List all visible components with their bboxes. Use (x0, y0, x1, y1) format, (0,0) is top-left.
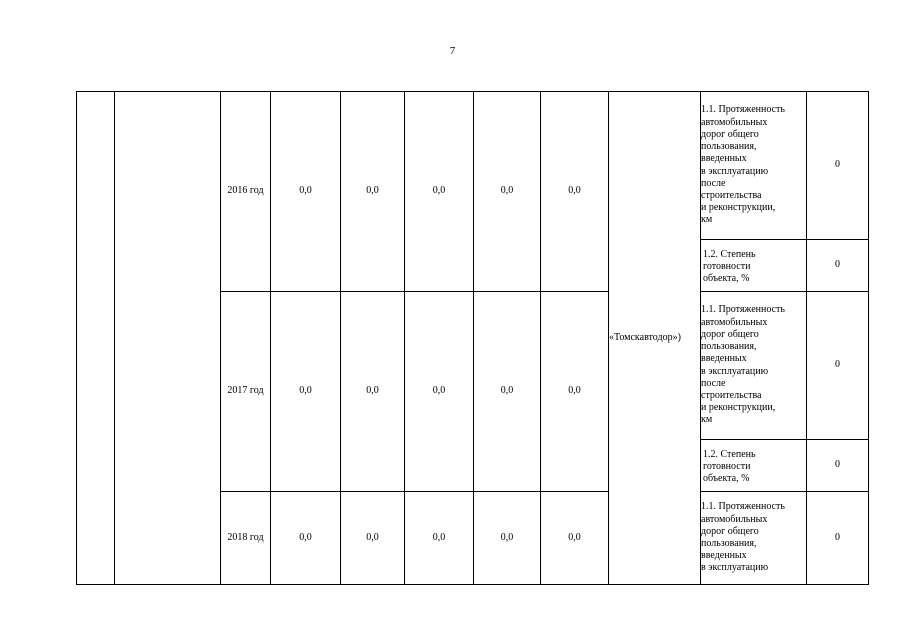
page-number: 7 (449, 45, 456, 57)
indicator-value-cell: 0 (807, 440, 869, 492)
year-cell-2016: 2016 год (221, 92, 271, 292)
value-cell: 0,0 (474, 492, 541, 585)
number-cell (77, 92, 115, 585)
value-cell: 0,0 (405, 92, 474, 292)
indicator-line: в эксплуатацию (701, 165, 769, 177)
indicator-name-cell (701, 492, 807, 585)
year-cell-2018: 2018 год (221, 492, 271, 585)
indicator-line: введенных (701, 550, 747, 562)
indicator-line: автомобильных (701, 116, 768, 128)
indicator-line: готовности (703, 260, 751, 272)
indicator-line: и реконструкции, (701, 402, 776, 414)
table-row (77, 92, 869, 240)
executor-cell: «Томскавтодор») (609, 92, 701, 585)
value-cell: 0,0 (541, 492, 609, 585)
indicator-line: введенных (701, 153, 747, 165)
indicator-line: км (701, 414, 713, 426)
value-cell: 0,0 (474, 92, 541, 292)
indicator-name-cell (701, 440, 807, 492)
indicator-line: объекта, % (703, 273, 750, 285)
value-cell: 0,0 (405, 492, 474, 585)
indicator-line: объекта, % (703, 473, 750, 485)
value-cell: 0,0 (271, 92, 341, 292)
indicator-line: после (701, 177, 726, 189)
indicator-name-cell (701, 92, 807, 240)
indicator-line: пользования, (701, 341, 757, 353)
indicator-line: в эксплуатацию (701, 365, 769, 377)
indicator-value-cell: 0 (807, 292, 869, 440)
indicator-line: 1.2. Степень (703, 448, 756, 460)
indicator-line: 1.2. Степень (703, 248, 756, 260)
indicator-line: км (701, 214, 713, 226)
value-cell: 0,0 (341, 92, 405, 292)
activity-name-cell (115, 92, 221, 585)
value-cell: 0,0 (271, 292, 341, 492)
value-cell: 0,0 (271, 492, 341, 585)
program-table (76, 91, 869, 585)
indicator-line: после (701, 377, 726, 389)
indicator-value-cell: 0 (807, 492, 869, 585)
year-cell-2017: 2017 год (221, 292, 271, 492)
indicator-line: 1.1. Протяженность (701, 104, 785, 116)
value-cell: 0,0 (405, 292, 474, 492)
indicator-line: в эксплуатацию (701, 562, 769, 574)
value-cell: 0,0 (474, 292, 541, 492)
indicator-line: 1.1. Протяженность (701, 501, 785, 513)
indicator-line: строительства (701, 389, 762, 401)
indicator-line: введенных (701, 353, 747, 365)
indicator-value-cell: 0 (807, 240, 869, 292)
indicator-name-cell (701, 292, 807, 440)
indicator-line: готовности (703, 460, 751, 472)
value-cell: 0,0 (341, 292, 405, 492)
indicator-line: и реконструкции, (701, 202, 776, 214)
indicator-line: дорог общего (701, 328, 759, 340)
indicator-line: автомобильных (701, 513, 768, 525)
indicator-value-cell: 0 (807, 92, 869, 240)
value-cell: 0,0 (541, 92, 609, 292)
indicator-line: дорог общего (701, 525, 759, 537)
indicator-line: пользования, (701, 538, 757, 549)
indicator-line: дорог общего (701, 128, 759, 140)
indicator-line: 1.1. Протяженность (701, 304, 785, 316)
indicator-name-cell (701, 240, 807, 292)
value-cell: 0,0 (341, 492, 405, 585)
indicator-line: автомобильных (701, 316, 768, 328)
indicator-line: строительства (701, 189, 762, 201)
indicator-line: пользования, (701, 141, 757, 153)
value-cell: 0,0 (541, 292, 609, 492)
